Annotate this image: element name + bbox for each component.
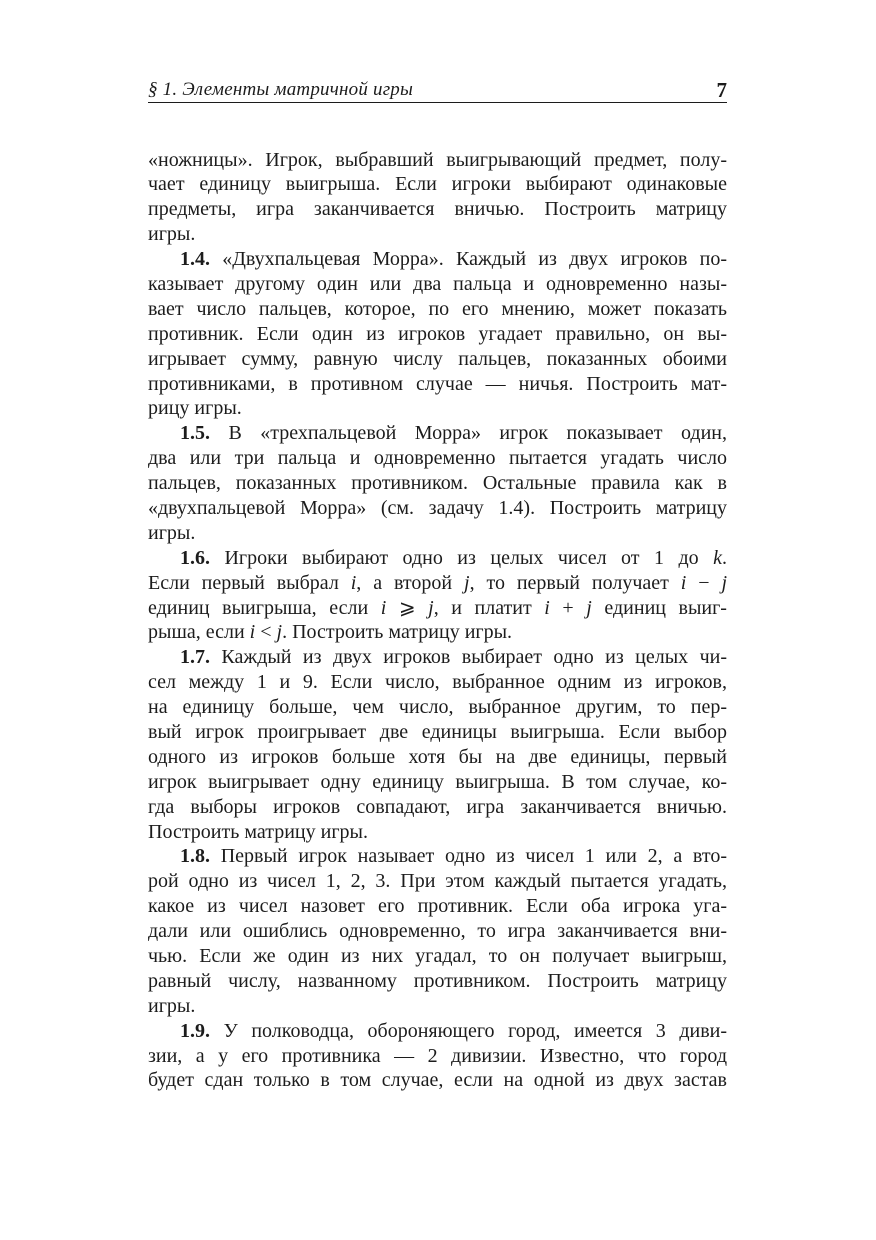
text-line	[148, 571, 727, 596]
text-line	[148, 720, 727, 745]
problem-number: 1.9.	[180, 1019, 210, 1042]
line-text: игры.	[148, 521, 196, 544]
problem-number: 1.7.	[180, 646, 210, 669]
line-text: дали или ошиблись одновременно, то игра заканчивается вни-	[148, 920, 727, 943]
math-variable: j	[721, 571, 727, 594]
text-line	[148, 546, 727, 571]
text-line	[148, 620, 727, 645]
line-text: <	[255, 621, 277, 644]
problem-paragraph	[148, 546, 727, 646]
problem-number: 1.6.	[180, 546, 210, 569]
section-title: § 1. Элементы матричной игры	[148, 79, 414, 100]
text-line	[148, 222, 727, 247]
text-line	[148, 969, 727, 994]
line-text: вает число пальцев, которое, по его мнению, может показать	[148, 297, 727, 320]
math-variable: k	[713, 546, 722, 569]
problem-paragraph	[148, 247, 727, 421]
continued-paragraph	[148, 148, 727, 248]
line-text: Каждый из двух игроков выбирает одно из целых чи-	[221, 646, 727, 669]
line-text: вый игрок проигрывает две единицы выигрыша. Если выбор	[148, 720, 727, 743]
line-text: игрок выигрывает одну единицу выигрыша. В том случае, ко-	[148, 770, 727, 793]
text-line	[148, 645, 727, 670]
running-head	[148, 78, 727, 103]
line-text: «Двухпальцевая Морра». Каждый из двух игроков по-	[222, 248, 727, 271]
problem-paragraph	[148, 1019, 727, 1094]
line-text: ⩾	[386, 596, 429, 619]
math-variable: i	[249, 621, 256, 644]
math-variable: i	[380, 596, 387, 619]
line-text: предметы, игра заканчивается вничью. Построить матрицу	[148, 198, 727, 221]
text-line	[148, 795, 727, 820]
problem-number: 1.8.	[180, 845, 210, 868]
problem-paragraph	[148, 421, 727, 545]
line-text: рой одно из чисел 1, 2, 3. При этом каждый пытается угадать,	[148, 870, 727, 893]
text-line	[148, 421, 727, 446]
text-line	[148, 894, 727, 919]
line-text: зии, а у его противника — 2 дивизии. Известно, что город	[148, 1044, 727, 1067]
line-text: какое из чисел назовет его противник. Если оба игрока уга-	[148, 895, 727, 918]
text-line	[148, 247, 727, 272]
line-text: будет сдан только в том случае, если на одной из двух застав	[148, 1069, 727, 1092]
text-line	[148, 919, 727, 944]
text-line	[148, 322, 727, 347]
text-line	[148, 471, 727, 496]
line-text: на единицу больше, чем число, выбранное другим, то пер-	[148, 696, 727, 719]
body-text	[148, 148, 727, 1094]
problem-paragraph	[148, 645, 727, 844]
math-variable: i	[680, 571, 687, 594]
text-line	[148, 272, 727, 297]
line-text: одного из игроков больше хотя бы на две единицы, первый	[148, 745, 727, 768]
line-text: единиц выиг-	[591, 596, 727, 619]
text-line	[148, 596, 727, 621]
math-variable: i	[544, 596, 550, 619]
line-text: У полководца, обороняющего город, имеется 3 диви-	[223, 1019, 728, 1042]
text-line	[148, 844, 727, 869]
text-line	[148, 148, 727, 173]
text-line	[148, 446, 727, 471]
line-text: +	[549, 596, 587, 619]
math-variable: j	[586, 596, 592, 619]
text-line	[148, 197, 727, 222]
line-text: гда выборы игроков совпадают, игра заканчивается вничью.	[148, 795, 727, 818]
text-line	[148, 1019, 727, 1044]
line-text: рыша, если	[148, 621, 250, 644]
text-line	[148, 297, 727, 322]
text-line	[148, 670, 727, 695]
text-line	[148, 869, 727, 894]
math-variable: j	[464, 571, 470, 594]
math-variable: j	[276, 621, 283, 644]
text-line	[148, 745, 727, 770]
text-line	[148, 347, 727, 372]
line-text: В «трехпальцевой Морра» игрок показывает один,	[228, 422, 727, 445]
line-text: рицу игры.	[148, 397, 242, 420]
text-line	[148, 496, 727, 521]
line-text: . Построить матрицу игры.	[282, 621, 513, 644]
math-variable: j	[428, 596, 434, 619]
text-line	[148, 770, 727, 795]
text-line	[148, 695, 727, 720]
line-text: , то первый получает	[469, 571, 681, 594]
line-text: Первый игрок называет одно из чисел 1 или 2, а вто-	[220, 845, 727, 868]
line-text: пальцев, показанных противником. Остальные правила как в	[148, 472, 727, 495]
text-line	[148, 172, 727, 197]
line-text: Если первый выбрал	[148, 571, 351, 594]
line-text: «ножницы». Игрок, выбравший выигрывающий предмет, полу-	[148, 148, 727, 171]
line-text: игры.	[148, 223, 196, 246]
math-variable: i	[350, 571, 357, 594]
line-text: чью. Если же один из них угадал, то он получает выигрыш,	[148, 945, 727, 967]
text-line	[148, 1068, 727, 1093]
line-text: игры.	[148, 994, 196, 1017]
line-text: , и платит	[433, 596, 545, 619]
line-text: равный числу, названному противником. Построить матрицу	[148, 969, 727, 992]
line-text: два или три пальца и одновременно пытается угадать число	[148, 447, 727, 470]
text-line	[148, 1044, 727, 1069]
line-text: Построить матрицу игры.	[148, 820, 368, 843]
problem-paragraph	[148, 844, 727, 1018]
problem-number: 1.5.	[180, 422, 210, 445]
line-text: «двухпальцевой Морра» (см. задачу 1.4). Построить матрицу	[148, 496, 727, 519]
page-number: 7	[716, 78, 727, 102]
line-text: единиц выигрыша, если	[148, 596, 381, 619]
text-line	[148, 994, 727, 1019]
line-text: противник. Если один из игроков угадает правильно, он вы-	[148, 322, 727, 345]
line-text: Игроки выбирают одно из целых чисел от 1 до	[224, 546, 714, 569]
line-text: игрывает сумму, равную числу пальцев, показанных обоими	[148, 347, 727, 370]
line-text: казывает другому один или два пальца и одновременно назы-	[148, 272, 727, 295]
line-text: сел между 1 и 9. Если число, выбранное одним из игроков,	[148, 671, 727, 694]
line-text: −	[686, 571, 722, 594]
problem-number: 1.4.	[180, 248, 210, 271]
text-line	[148, 396, 727, 421]
line-text: противниками, в противном случае — ничья. Построить мат-	[148, 372, 727, 395]
text-line	[148, 820, 727, 845]
line-text: , а второй	[356, 571, 464, 594]
line-text: .	[722, 546, 727, 569]
text-line	[148, 372, 727, 397]
text-line	[148, 521, 727, 546]
text-line	[148, 944, 727, 969]
line-text: чает единицу выигрыша. Если игроки выбирают одинаковые	[148, 173, 727, 196]
